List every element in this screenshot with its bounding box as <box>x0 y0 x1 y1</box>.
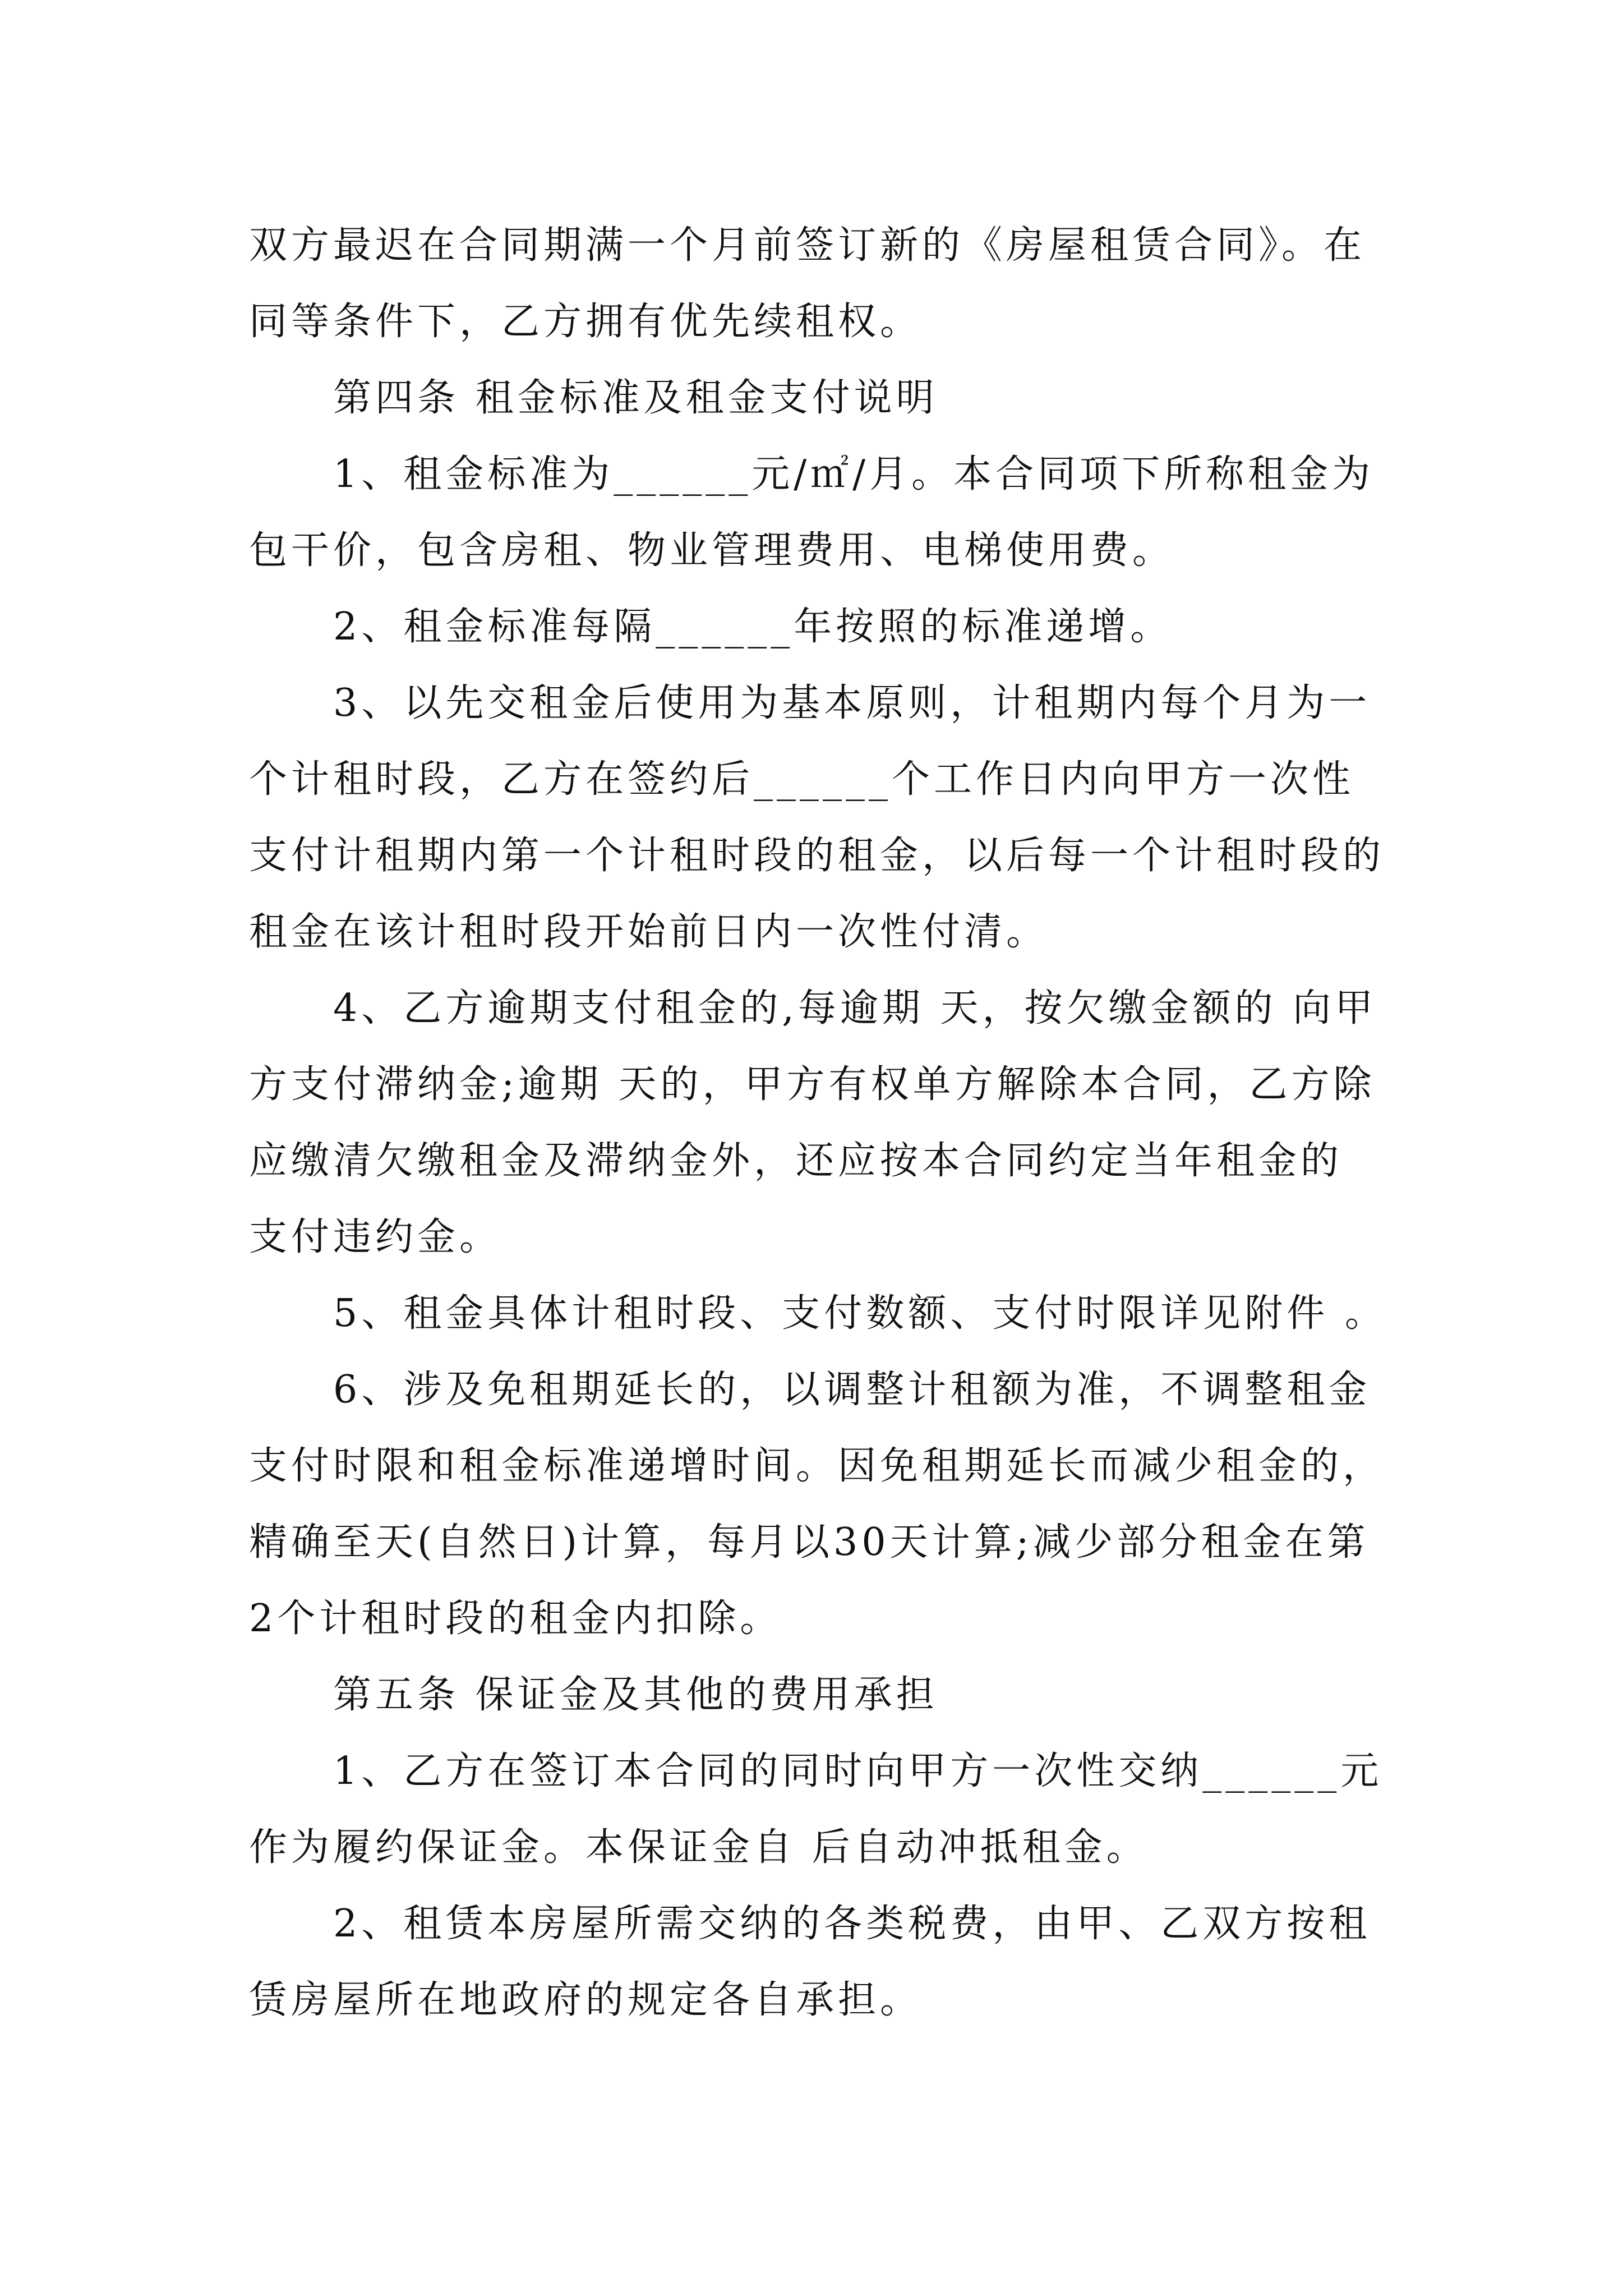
paragraph-rent-standard: 1、租金标准为______元/㎡/月。本合同项下所称租金为包干价，包含房租、物业管理费用、电梯使用费。 <box>249 452 1375 573</box>
paragraph-deposit: 1、乙方在签订本合同的同时向甲方一次性交纳______元作为履约保证金。本保证金自 后自动冲抵租金。 <box>249 1749 1383 1870</box>
paragraph-late-payment: 4、乙方逾期支付租金的,每逾期 天，按欠缴金额的 向甲方支付滞纳金;逾期 天的，甲方有权单方解除本合同，乙方除应缴清欠缴租金及滞纳金外，还应按本合同约定当年租金的 支付违约金。 <box>249 986 1377 1259</box>
document-body <box>249 208 1387 2039</box>
paragraph-rent-free-extension: 6、涉及免租期延长的，以调整计租额为准，不调整租金支付时限和租金标准递增时间。因免租期延长而减少租金的，精确至天(自然日)计算，每月以30天计算;减少部分租金在第2个计租时段的租金内扣除。 <box>249 1368 1385 1641</box>
paragraph-taxes: 2、租赁本房屋所需交纳的各类税费，由甲、乙双方按租赁房屋所在地政府的规定各自承担。 <box>249 1902 1371 2022</box>
paragraph-rent-increase: 2、租金标准每隔______年按照的标准递增。 <box>333 605 1173 649</box>
paragraph-payment-schedule: 5、租金具体计租时段、支付数额、支付时限详见附件 。 <box>333 1291 1387 1336</box>
section-heading-article-4: 第四条 租金标准及租金支付说明 <box>333 376 938 420</box>
paragraph-renewal: 双方最迟在合同期满一个月前签订新的《房屋租赁合同》。在同等条件下，乙方拥有优先续租权。 <box>249 223 1366 344</box>
section-heading-article-5: 第五条 保证金及其他的费用承担 <box>333 1673 938 1717</box>
paragraph-payment-principle: 3、以先交租金后使用为基本原则，计租期内每个月为一个计租时段，乙方在签约后______个工作日内向甲方一次性支付计租期内第一个计租时段的租金，以后每一个计租时段的租金在该计租时段开始前日内一次性付清。 <box>249 681 1385 954</box>
